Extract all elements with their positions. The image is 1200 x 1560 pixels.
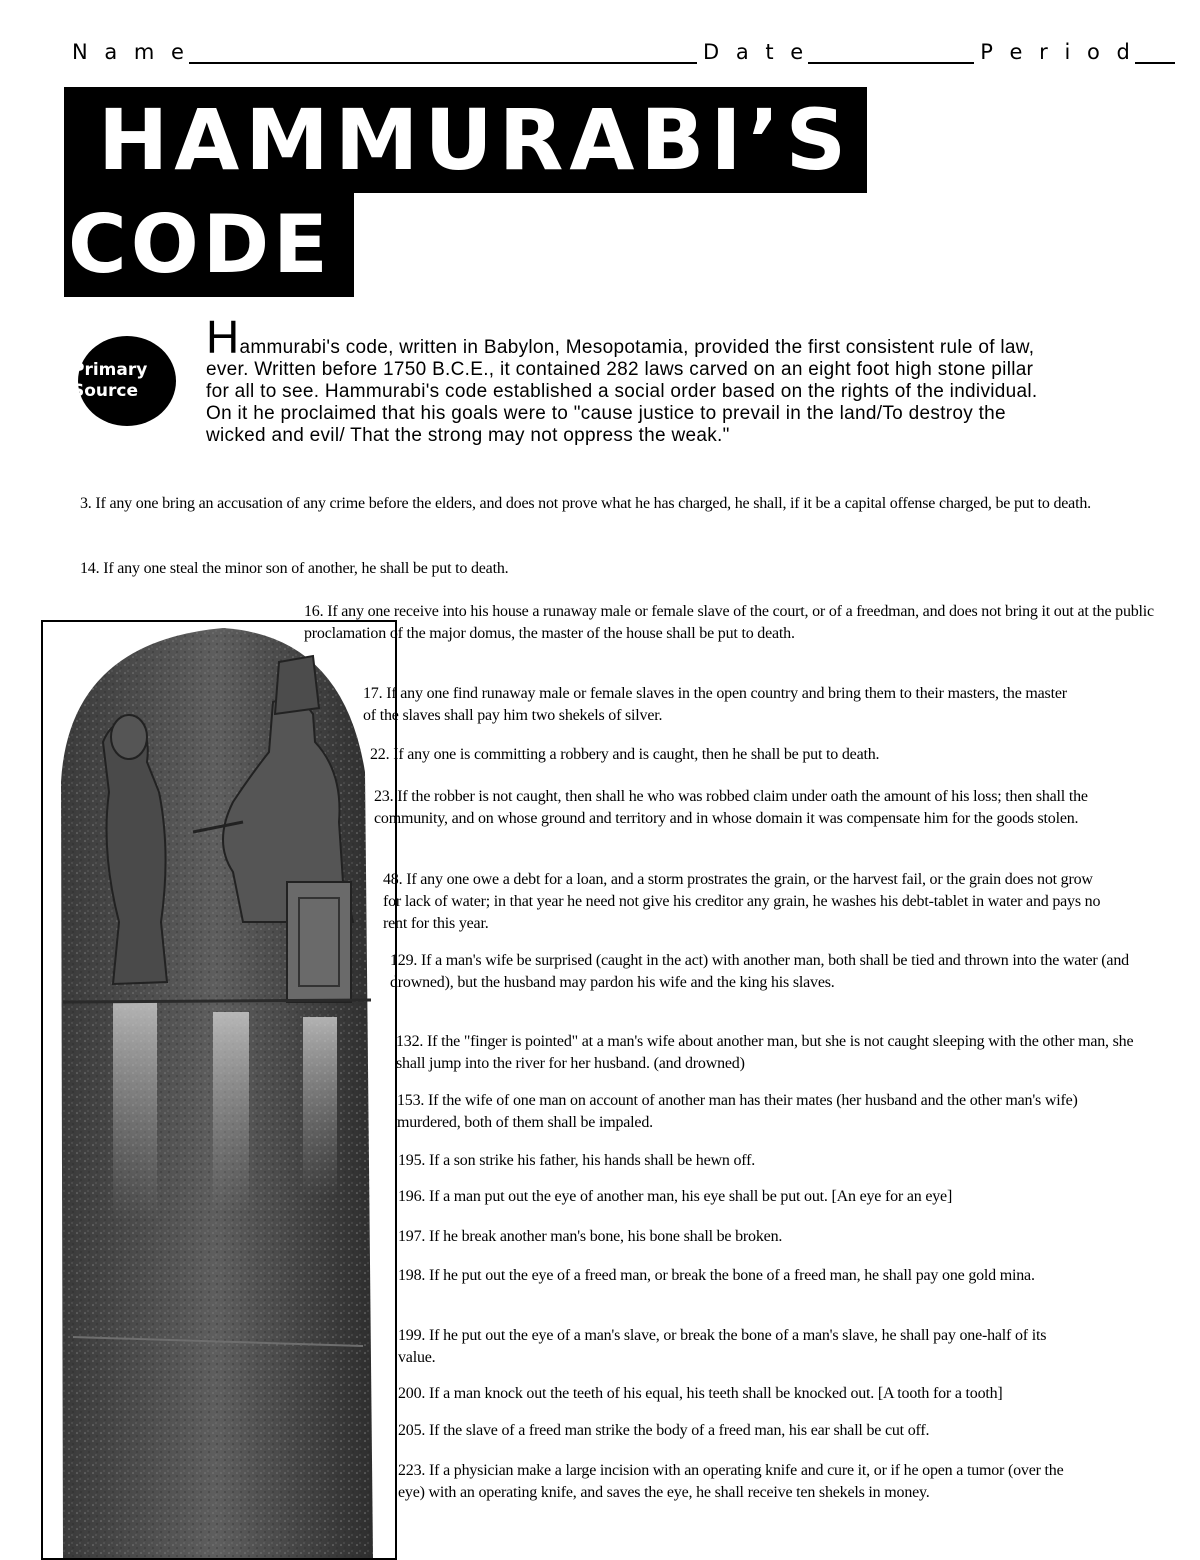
law-number: 16. <box>304 603 324 620</box>
law-item <box>398 1226 1138 1248</box>
intro-paragraph <box>206 311 1056 447</box>
stela-image <box>41 620 397 1560</box>
page-title-line1: HAMMURABI’S <box>64 87 867 193</box>
page-title-line2: CODE <box>64 193 354 297</box>
law-item <box>370 744 1130 766</box>
law-text: If the "finger is pointed" at a man's wife about another man, but she is not caught sleeping with the other man, she shall jump into the river for her husband. (and drowned) <box>396 1033 1134 1072</box>
law-text: If any one bring an accusation of any crime before the elders, and does not prove what he has charged, he shall, if it be a capital offense charged, be put to death. <box>95 495 1091 512</box>
stela-illustration <box>43 622 395 1558</box>
law-item <box>396 1031 1136 1075</box>
law-item <box>398 1265 1098 1287</box>
law-item <box>363 683 1083 727</box>
name-label: N a m e <box>72 40 189 64</box>
law-number: 197. <box>398 1228 426 1245</box>
law-number: 17. <box>363 685 383 702</box>
law-text: If a physician make a large incision with an operating knife and cure it, or if he open a tumor (over the eye) with an operating knife, and saves the eye, he shall receive ten shekels in money. <box>398 1462 1064 1501</box>
law-text: If any one is committing a robbery and is caught, then he shall be put to death. <box>393 746 880 763</box>
law-item <box>398 1325 1058 1369</box>
law-number: 22. <box>370 746 390 763</box>
name-field[interactable] <box>189 42 697 64</box>
law-number: 3. <box>80 495 92 512</box>
law-text: If any one find runaway male or female slaves in the open country and bring them to their masters, the master of the slaves shall pay him two shekels of silver. <box>363 685 1067 724</box>
law-item <box>374 786 1094 830</box>
law-item <box>390 950 1130 994</box>
date-field[interactable] <box>808 42 974 64</box>
law-number: 205. <box>398 1422 426 1439</box>
law-text: If a man put out the eye of another man, his eye shall be put out. [An eye for an eye] <box>429 1188 953 1205</box>
law-number: 153. <box>397 1092 425 1109</box>
law-text: If a man knock out the teeth of his equal, his teeth shall be knocked out. [A tooth for a tooth] <box>429 1385 1003 1402</box>
intro-text: ammurabi's code, written in Babylon, Mesopotamia, provided the first consistent rule of law, ever. Written before 1750 B.C.E., it contained 282 laws carved on an eight foot high stone pillar for all to see. Hammurabi's code established a social order based on the rights of the individual. On it he proclaimed that his goals were to "cause justice to prevail in the land/To destroy the wicked and evil/ That the strong may not oppress the weak." <box>206 337 1038 446</box>
date-label: D a t e <box>702 40 809 64</box>
law-text: If any one steal the minor son of another, he shall be put to death. <box>103 560 509 577</box>
period-field[interactable] <box>1135 42 1175 64</box>
law-item <box>383 869 1103 935</box>
law-item <box>398 1186 1158 1208</box>
law-number: 199. <box>398 1327 426 1344</box>
law-item <box>397 1090 1097 1134</box>
badge-line1: Primary <box>72 360 148 380</box>
header-fields <box>72 40 1135 70</box>
law-text: If a son strike his father, his hands shall be hewn off. <box>429 1152 756 1169</box>
law-item <box>80 558 1120 580</box>
law-number: 198. <box>398 1267 426 1284</box>
law-text: If the wife of one man on account of another man has their mates (her husband and the other man's wife) murdered, both of them shall be impaled. <box>397 1092 1078 1131</box>
law-number: 132. <box>396 1033 424 1050</box>
law-item <box>304 601 1164 645</box>
law-text: If a man's wife be surprised (caught in the act) with another man, both shall be tied and thrown into the water (and drowned), but the husband may pardon his wife and the king his slaves. <box>390 952 1129 991</box>
law-text: If he put out the eye of a man's slave, or break the bone of a man's slave, he shall pay one-half of its value. <box>398 1327 1047 1366</box>
law-item <box>398 1460 1078 1504</box>
law-number: 48. <box>383 871 403 888</box>
law-text: If the slave of a freed man strike the body of a freed man, his ear shall be cut off. <box>429 1422 930 1439</box>
badge-text <box>62 360 172 402</box>
law-number: 196. <box>398 1188 426 1205</box>
primary-source-badge <box>62 336 176 426</box>
law-number: 200. <box>398 1385 426 1402</box>
law-number: 195. <box>398 1152 426 1169</box>
law-item <box>80 493 1120 515</box>
law-item <box>398 1150 1138 1172</box>
law-text: If he put out the eye of a freed man, or break the bone of a freed man, he shall pay one gold mina. <box>429 1267 1035 1284</box>
badge-line2: Source <box>72 381 139 401</box>
law-text: If any one owe a debt for a loan, and a storm prostrates the grain, or the harvest fail, or the grain does not grow for lack of water; in that year he need not give his creditor any grain, he washes his debt-tablet in water and pays no rent for this year. <box>383 871 1101 932</box>
law-text: If the robber is not caught, then shall he who was robbed claim under oath the amount of his loss; then shall the community, and on whose ground and territory and in whose domain it was compensate him for the goods stolen. <box>374 788 1088 827</box>
law-number: 14. <box>80 560 100 577</box>
law-number: 23. <box>374 788 394 805</box>
drop-cap: H <box>206 311 240 363</box>
law-item <box>398 1383 1188 1405</box>
law-text: If any one receive into his house a runaway male or female slave of the court, or of a freedman, and does not bring it out at the public proclamation of the major domus, the master of the house shall be put to death. <box>304 603 1154 642</box>
law-item <box>398 1420 1158 1442</box>
law-number: 129. <box>390 952 418 969</box>
period-label: P e r i o d <box>980 40 1135 64</box>
law-number: 223. <box>398 1462 426 1479</box>
law-text: If he break another man's bone, his bone shall be broken. <box>429 1228 783 1245</box>
